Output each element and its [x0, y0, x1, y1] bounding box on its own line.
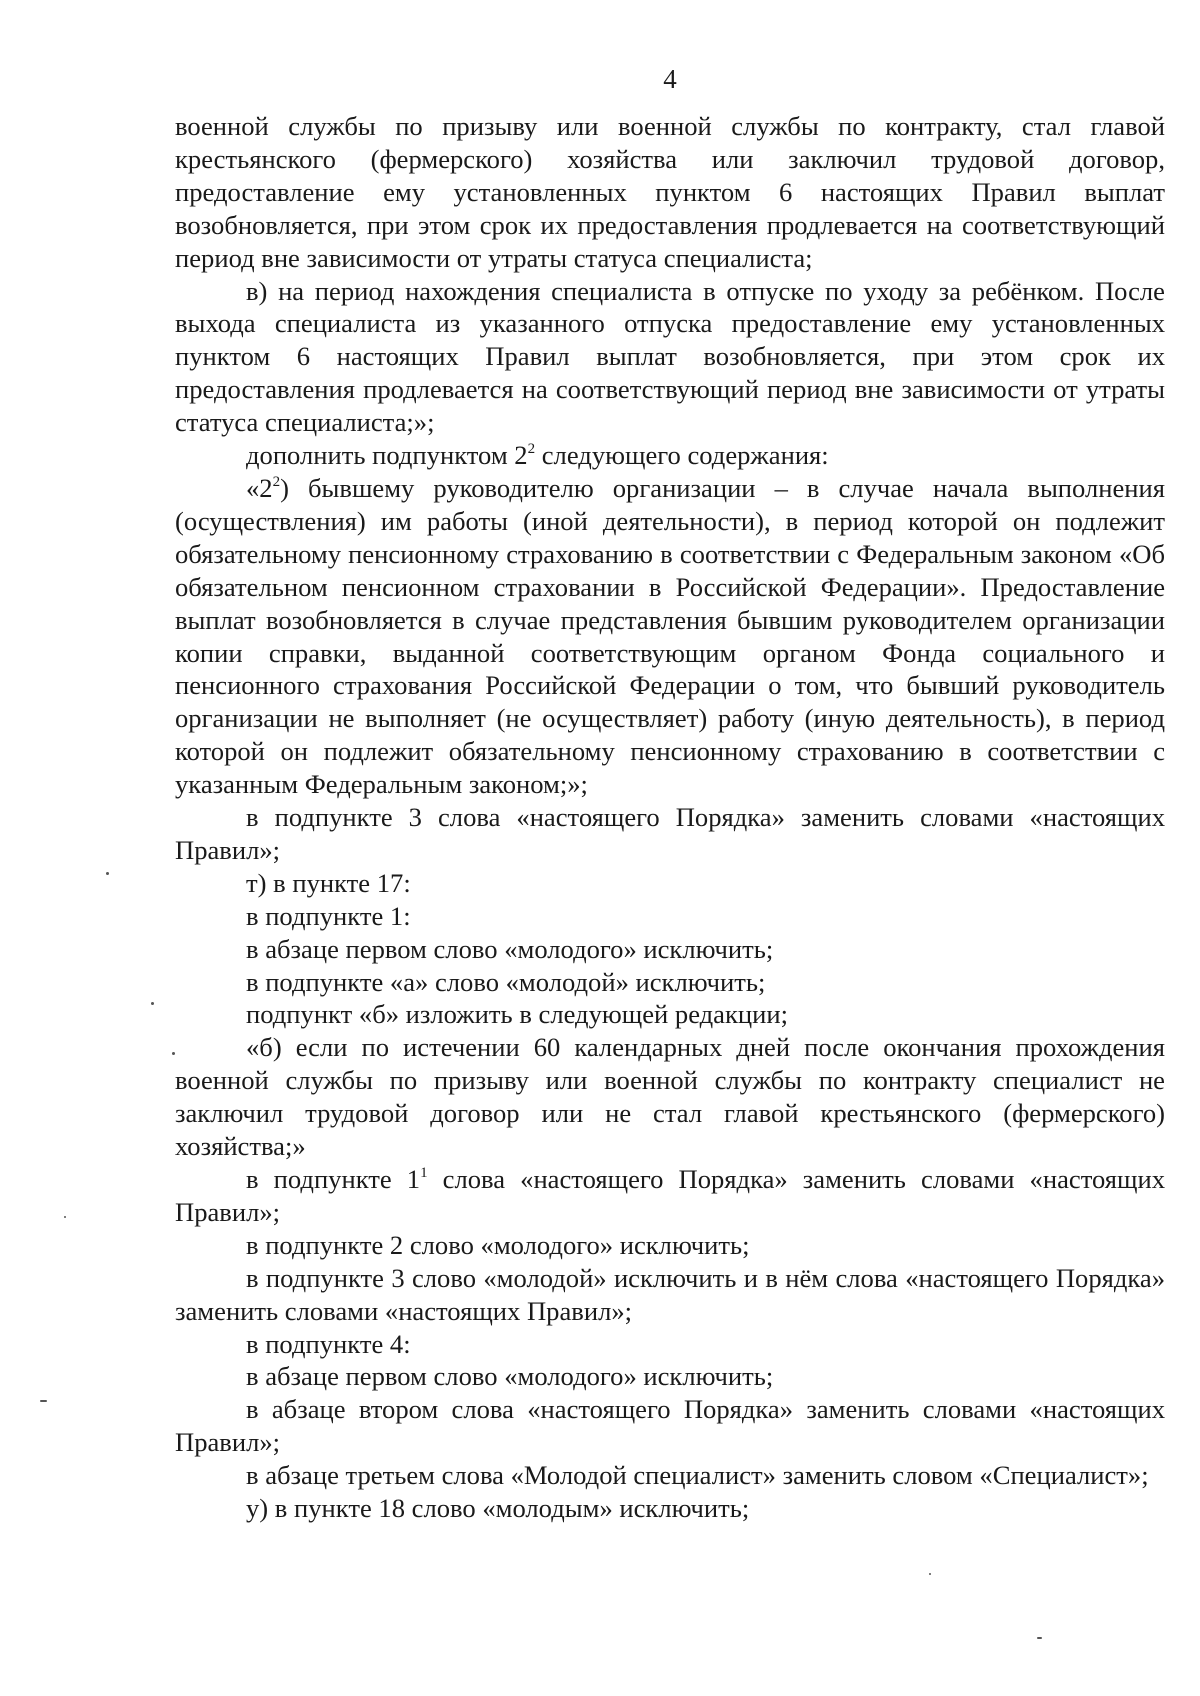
paragraph [175, 472, 1165, 801]
paragraph [175, 1229, 1165, 1262]
paragraph-text: в подпункте 4: [246, 1328, 411, 1359]
scan-speck [1037, 1637, 1042, 1639]
scan-speck [106, 872, 109, 875]
paragraph [175, 933, 1165, 966]
paragraph [175, 1031, 1165, 1163]
paragraph [175, 1492, 1165, 1525]
paragraph-text: дополнить подпунктом 2 [246, 440, 528, 471]
scan-speck [172, 1052, 175, 1055]
paragraph [175, 1262, 1165, 1328]
paragraph-text: следующего содержания: [535, 440, 829, 471]
document-body [175, 110, 1165, 1525]
paragraph-text: в подпункте «а» слово «молодой» исключить; [246, 966, 766, 997]
paragraph [175, 1459, 1165, 1492]
paragraph-text: в подпункте 2 слово «молодого» исключить; [246, 1229, 750, 1260]
paragraph-text: военной службы по призыву или военной службы по контракту, стал главой крестьянского (фермерского) хозяйства или заключил трудовой договор, предоставление ему установленных пунктом 6 настоящих Правил выплат возобновляется, при этом срок их предоставления продлевается на соответствующий период вне зависимости от утраты статуса специалиста; [175, 111, 1165, 273]
paragraph [175, 900, 1165, 933]
paragraph-text: в) на период нахождения специалиста в отпуске по уходу за ребёнком. После выхода специалиста из указанного отпуска предоставление ему установленных пунктом 6 настоящих Правил выплат возобновляется, при этом срок их предоставления продлевается на соответствующий период вне зависимости от утраты статуса специалиста;»; [175, 275, 1165, 438]
paragraph-text: в абзаце втором слова «настоящего Порядка» заменить словами «настоящих Правил»; [175, 1394, 1165, 1458]
paragraph [175, 1163, 1165, 1229]
paragraph [175, 801, 1165, 867]
scan-speck [151, 1002, 154, 1005]
paragraph-text: в подпункте 1 [246, 1164, 421, 1194]
paragraph [175, 275, 1165, 440]
paragraph [175, 1393, 1165, 1459]
superscript-index: 2 [527, 441, 536, 458]
scan-speck [40, 1400, 47, 1402]
paragraph [175, 1328, 1165, 1361]
paragraph-text: в подпункте 3 слова «настоящего Порядка» заменить словами «настоящих Правил»; [175, 802, 1165, 865]
paragraph-text: в абзаце первом слово «молодого» исключить; [246, 1361, 774, 1392]
scan-speck [929, 1573, 931, 1575]
paragraph [175, 998, 1165, 1031]
paragraph-text: ) бывшему руководителю организации – в случае начала выполнения (осуществления) им работы (иной деятельности), в период которой он подлежит обязательному пенсионному страхованию в соответствии с Федеральным законом «Об обязательном пенсионном страховании в Российской Федерации». Предоставление выплат возобновляется в случае представления бывшим руководителем организации копии справки, выданной соответствующим органом Фонда социального и пенсионного страхования Российской Федерации о том, что бывший руководитель организации не выполняет (не осуществляет) работу (иную деятельность), в период которой он подлежит обязательному пенсионному страхованию в соответствии с указанным Федеральным законом;»; [175, 472, 1165, 800]
paragraph-text: в подпункте 3 слово «молодой» исключить и в нём слова «настоящего Порядка» заменить словами «настоящих Правил»; [175, 1262, 1165, 1326]
paragraph [175, 966, 1165, 999]
paragraph-text: т) в пункте 17: [246, 867, 411, 898]
paragraph-text: «б) если по истечении 60 календарных дней после окончания прохождения военной службы по призыву или военной службы по контракту специалист не заключил трудовой договор или не стал главой крестьянского (фермерского) хозяйства;» [175, 1032, 1165, 1162]
paragraph-text: «2 [246, 472, 273, 503]
scan-speck [64, 1216, 66, 1218]
paragraph-text: у) в пункте 18 слово «молодым» исключить; [246, 1493, 750, 1524]
paragraph [175, 439, 1165, 472]
paragraph [175, 867, 1165, 900]
superscript-index: 1 [420, 1165, 428, 1181]
paragraph [175, 1360, 1165, 1393]
paragraph-text: подпункт «б» изложить в следующей редакции; [246, 999, 788, 1030]
paragraph-text: в абзаце первом слово «молодого» исключить; [246, 933, 774, 964]
paragraph-text: в абзаце третьем слова «Молодой специалист» заменить словом «Специалист»; [246, 1460, 1149, 1491]
superscript-index: 2 [272, 473, 281, 490]
page-number: 4 [663, 64, 677, 94]
paragraph [175, 110, 1165, 275]
paragraph-text: в подпункте 1: [246, 900, 411, 931]
paragraph-text: слова «настоящего Порядка» заменить словами «настоящих Правил»; [175, 1164, 1165, 1227]
